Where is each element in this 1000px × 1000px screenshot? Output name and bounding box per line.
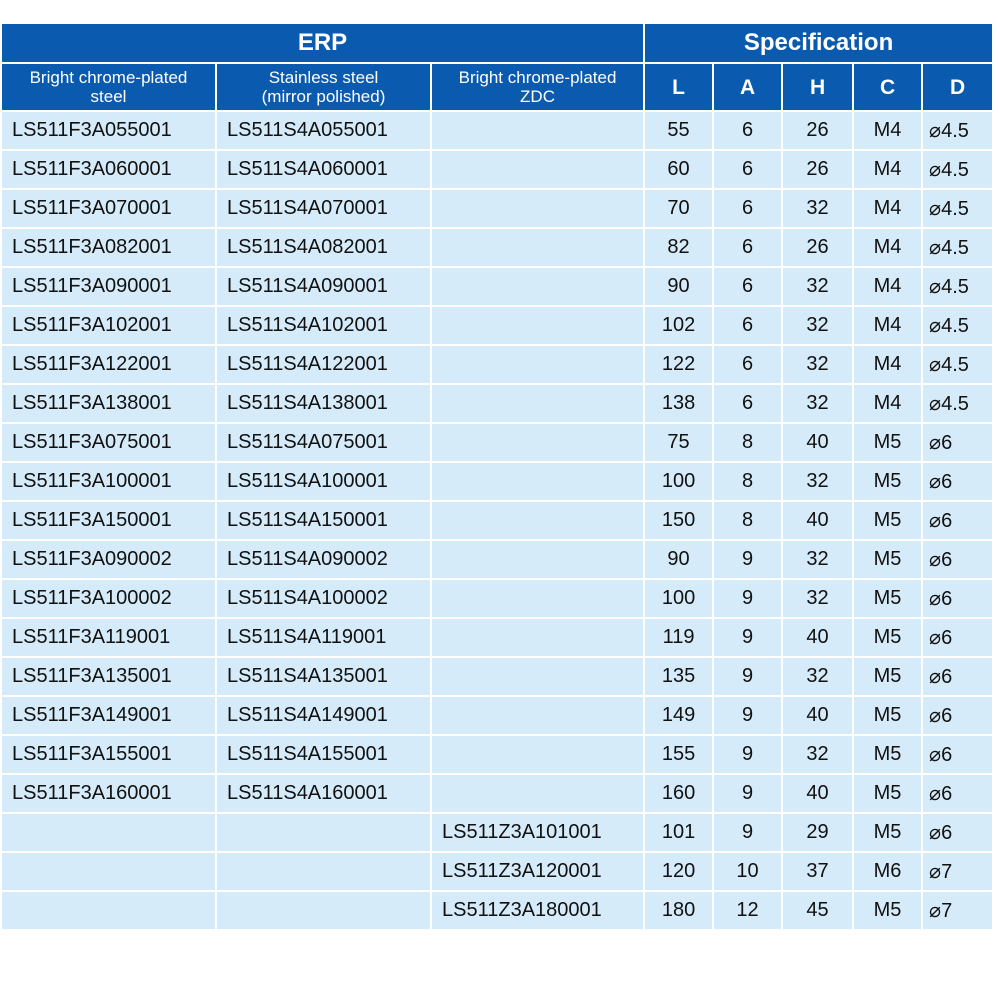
cell-stainless-code: LS511S4A122001 <box>216 345 431 384</box>
cell-chrome-steel-code: LS511F3A150001 <box>1 501 216 540</box>
cell-c-value: M5 <box>853 618 922 657</box>
cell-h-value: 32 <box>782 735 853 774</box>
cell-d-value: ⌀6 <box>922 657 993 696</box>
cell-stainless-code: LS511S4A090001 <box>216 267 431 306</box>
cell-stainless-code: LS511S4A082001 <box>216 228 431 267</box>
cell-c-value: M5 <box>853 735 922 774</box>
cell-a-value: 9 <box>713 696 782 735</box>
cell-chrome-zdc-code <box>431 228 644 267</box>
cell-stainless-code: LS511S4A155001 <box>216 735 431 774</box>
cell-c-value: M4 <box>853 111 922 150</box>
cell-h-value: 37 <box>782 852 853 891</box>
cell-chrome-steel-code: LS511F3A055001 <box>1 111 216 150</box>
table-row <box>1 189 993 228</box>
cell-h-value: 32 <box>782 579 853 618</box>
cell-l-value: 101 <box>644 813 713 852</box>
cell-a-value: 9 <box>713 774 782 813</box>
cell-a-value: 6 <box>713 228 782 267</box>
col-header-chrome-zdc <box>431 63 644 111</box>
spec-table <box>0 22 994 931</box>
col-header-d: D <box>922 63 993 111</box>
cell-chrome-steel-code: LS511F3A090002 <box>1 540 216 579</box>
cell-stainless-code: LS511S4A060001 <box>216 150 431 189</box>
cell-h-value: 32 <box>782 267 853 306</box>
cell-a-value: 8 <box>713 501 782 540</box>
cell-l-value: 122 <box>644 345 713 384</box>
cell-h-value: 40 <box>782 774 853 813</box>
cell-d-value: ⌀6 <box>922 462 993 501</box>
col-header-stainless-line2: (mirror polished) <box>261 87 386 106</box>
cell-chrome-zdc-code <box>431 267 644 306</box>
cell-l-value: 102 <box>644 306 713 345</box>
col-header-chrome-steel-line1: Bright chrome-plated <box>29 68 188 87</box>
cell-chrome-steel-code: LS511F3A070001 <box>1 189 216 228</box>
cell-chrome-zdc-code <box>431 618 644 657</box>
cell-chrome-zdc-code: LS511Z3A180001 <box>431 891 644 930</box>
table-row <box>1 813 993 852</box>
cell-chrome-zdc-code: LS511Z3A120001 <box>431 852 644 891</box>
cell-l-value: 55 <box>644 111 713 150</box>
cell-l-value: 138 <box>644 384 713 423</box>
cell-l-value: 90 <box>644 267 713 306</box>
group-header-row <box>1 23 993 63</box>
cell-chrome-steel-code: LS511F3A075001 <box>1 423 216 462</box>
cell-c-value: M4 <box>853 384 922 423</box>
cell-l-value: 135 <box>644 657 713 696</box>
cell-c-value: M5 <box>853 813 922 852</box>
cell-a-value: 6 <box>713 267 782 306</box>
cell-chrome-steel-code: LS511F3A119001 <box>1 618 216 657</box>
cell-d-value: ⌀4.5 <box>922 306 993 345</box>
cell-c-value: M5 <box>853 462 922 501</box>
cell-stainless-code: LS511S4A150001 <box>216 501 431 540</box>
cell-c-value: M5 <box>853 540 922 579</box>
cell-h-value: 26 <box>782 111 853 150</box>
cell-stainless-code: LS511S4A090002 <box>216 540 431 579</box>
cell-chrome-zdc-code <box>431 462 644 501</box>
column-header-row <box>1 63 993 111</box>
cell-h-value: 32 <box>782 657 853 696</box>
cell-l-value: 75 <box>644 423 713 462</box>
cell-chrome-steel-code <box>1 813 216 852</box>
cell-stainless-code: LS511S4A149001 <box>216 696 431 735</box>
cell-a-value: 6 <box>713 111 782 150</box>
cell-l-value: 100 <box>644 462 713 501</box>
cell-stainless-code: LS511S4A119001 <box>216 618 431 657</box>
cell-c-value: M6 <box>853 852 922 891</box>
cell-l-value: 120 <box>644 852 713 891</box>
cell-c-value: M5 <box>853 423 922 462</box>
cell-d-value: ⌀6 <box>922 501 993 540</box>
table-row <box>1 501 993 540</box>
cell-d-value: ⌀6 <box>922 540 993 579</box>
cell-a-value: 6 <box>713 150 782 189</box>
table-row <box>1 735 993 774</box>
cell-chrome-steel-code: LS511F3A060001 <box>1 150 216 189</box>
cell-chrome-steel-code: LS511F3A082001 <box>1 228 216 267</box>
col-header-h: H <box>782 63 853 111</box>
table-row <box>1 774 993 813</box>
cell-c-value: M5 <box>853 696 922 735</box>
table-row <box>1 852 993 891</box>
cell-l-value: 90 <box>644 540 713 579</box>
cell-l-value: 60 <box>644 150 713 189</box>
cell-chrome-zdc-code <box>431 189 644 228</box>
cell-c-value: M5 <box>853 891 922 930</box>
cell-chrome-steel-code: LS511F3A160001 <box>1 774 216 813</box>
cell-a-value: 9 <box>713 735 782 774</box>
cell-stainless-code: LS511S4A070001 <box>216 189 431 228</box>
table-row <box>1 657 993 696</box>
cell-a-value: 6 <box>713 345 782 384</box>
table-row <box>1 462 993 501</box>
cell-d-value: ⌀6 <box>922 618 993 657</box>
cell-chrome-zdc-code <box>431 306 644 345</box>
cell-h-value: 32 <box>782 345 853 384</box>
table-row <box>1 111 993 150</box>
cell-l-value: 160 <box>644 774 713 813</box>
cell-chrome-steel-code: LS511F3A090001 <box>1 267 216 306</box>
cell-stainless-code <box>216 813 431 852</box>
cell-chrome-zdc-code <box>431 657 644 696</box>
cell-c-value: M4 <box>853 306 922 345</box>
cell-chrome-zdc-code <box>431 540 644 579</box>
cell-h-value: 32 <box>782 306 853 345</box>
cell-h-value: 40 <box>782 618 853 657</box>
cell-c-value: M4 <box>853 189 922 228</box>
cell-chrome-zdc-code <box>431 423 644 462</box>
cell-stainless-code: LS511S4A055001 <box>216 111 431 150</box>
col-header-stainless <box>216 63 431 111</box>
cell-chrome-steel-code: LS511F3A135001 <box>1 657 216 696</box>
cell-d-value: ⌀6 <box>922 774 993 813</box>
cell-chrome-zdc-code <box>431 345 644 384</box>
cell-chrome-steel-code: LS511F3A149001 <box>1 696 216 735</box>
cell-chrome-steel-code: LS511F3A102001 <box>1 306 216 345</box>
cell-c-value: M5 <box>853 579 922 618</box>
cell-a-value: 8 <box>713 423 782 462</box>
cell-c-value: M5 <box>853 501 922 540</box>
cell-h-value: 32 <box>782 384 853 423</box>
cell-chrome-zdc-code <box>431 501 644 540</box>
cell-a-value: 9 <box>713 579 782 618</box>
table-row <box>1 579 993 618</box>
cell-d-value: ⌀4.5 <box>922 228 993 267</box>
spec-table-container <box>0 22 992 931</box>
col-header-a: A <box>713 63 782 111</box>
erp-group-header: ERP <box>1 23 644 63</box>
cell-chrome-zdc-code <box>431 774 644 813</box>
cell-d-value: ⌀4.5 <box>922 345 993 384</box>
cell-stainless-code: LS511S4A075001 <box>216 423 431 462</box>
cell-a-value: 9 <box>713 540 782 579</box>
cell-h-value: 32 <box>782 462 853 501</box>
cell-d-value: ⌀6 <box>922 579 993 618</box>
table-row <box>1 345 993 384</box>
cell-stainless-code: LS511S4A138001 <box>216 384 431 423</box>
table-row <box>1 267 993 306</box>
table-row <box>1 618 993 657</box>
cell-d-value: ⌀6 <box>922 423 993 462</box>
cell-stainless-code: LS511S4A100002 <box>216 579 431 618</box>
cell-a-value: 9 <box>713 618 782 657</box>
cell-d-value: ⌀6 <box>922 735 993 774</box>
table-row <box>1 423 993 462</box>
specification-group-header: Specification <box>644 23 993 63</box>
cell-chrome-steel-code: LS511F3A100002 <box>1 579 216 618</box>
cell-a-value: 9 <box>713 813 782 852</box>
cell-h-value: 45 <box>782 891 853 930</box>
cell-d-value: ⌀7 <box>922 891 993 930</box>
col-header-c: C <box>853 63 922 111</box>
cell-c-value: M4 <box>853 150 922 189</box>
cell-l-value: 119 <box>644 618 713 657</box>
cell-d-value: ⌀4.5 <box>922 111 993 150</box>
cell-stainless-code <box>216 891 431 930</box>
cell-h-value: 40 <box>782 423 853 462</box>
cell-a-value: 10 <box>713 852 782 891</box>
cell-chrome-zdc-code <box>431 579 644 618</box>
col-header-chrome-zdc-line2: ZDC <box>520 87 555 106</box>
cell-stainless-code: LS511S4A160001 <box>216 774 431 813</box>
cell-stainless-code <box>216 852 431 891</box>
cell-h-value: 40 <box>782 501 853 540</box>
cell-c-value: M5 <box>853 774 922 813</box>
col-header-chrome-steel <box>1 63 216 111</box>
cell-h-value: 32 <box>782 189 853 228</box>
table-row <box>1 306 993 345</box>
cell-d-value: ⌀6 <box>922 696 993 735</box>
cell-stainless-code: LS511S4A102001 <box>216 306 431 345</box>
cell-d-value: ⌀4.5 <box>922 384 993 423</box>
cell-h-value: 29 <box>782 813 853 852</box>
cell-d-value: ⌀4.5 <box>922 189 993 228</box>
cell-d-value: ⌀4.5 <box>922 150 993 189</box>
cell-l-value: 70 <box>644 189 713 228</box>
cell-l-value: 155 <box>644 735 713 774</box>
cell-a-value: 8 <box>713 462 782 501</box>
cell-chrome-steel-code <box>1 852 216 891</box>
cell-chrome-steel-code: LS511F3A155001 <box>1 735 216 774</box>
cell-c-value: M4 <box>853 267 922 306</box>
cell-chrome-zdc-code: LS511Z3A101001 <box>431 813 644 852</box>
cell-d-value: ⌀6 <box>922 813 993 852</box>
cell-l-value: 150 <box>644 501 713 540</box>
col-header-l: L <box>644 63 713 111</box>
table-row <box>1 228 993 267</box>
cell-a-value: 6 <box>713 384 782 423</box>
cell-a-value: 12 <box>713 891 782 930</box>
table-body <box>1 111 993 930</box>
col-header-stainless-line1: Stainless steel <box>268 68 379 87</box>
cell-a-value: 9 <box>713 657 782 696</box>
table-row <box>1 384 993 423</box>
table-row <box>1 540 993 579</box>
cell-chrome-zdc-code <box>431 696 644 735</box>
table-row <box>1 150 993 189</box>
col-header-chrome-zdc-line1: Bright chrome-plated <box>458 68 617 87</box>
cell-l-value: 82 <box>644 228 713 267</box>
cell-h-value: 40 <box>782 696 853 735</box>
cell-d-value: ⌀4.5 <box>922 267 993 306</box>
col-header-chrome-steel-line2: steel <box>90 87 127 106</box>
cell-chrome-zdc-code <box>431 735 644 774</box>
cell-chrome-steel-code <box>1 891 216 930</box>
cell-stainless-code: LS511S4A100001 <box>216 462 431 501</box>
cell-l-value: 180 <box>644 891 713 930</box>
cell-chrome-steel-code: LS511F3A122001 <box>1 345 216 384</box>
cell-h-value: 32 <box>782 540 853 579</box>
cell-d-value: ⌀7 <box>922 852 993 891</box>
cell-chrome-zdc-code <box>431 111 644 150</box>
cell-h-value: 26 <box>782 150 853 189</box>
cell-a-value: 6 <box>713 306 782 345</box>
cell-l-value: 100 <box>644 579 713 618</box>
cell-chrome-zdc-code <box>431 150 644 189</box>
cell-a-value: 6 <box>713 189 782 228</box>
cell-stainless-code: LS511S4A135001 <box>216 657 431 696</box>
table-row <box>1 891 993 930</box>
cell-l-value: 149 <box>644 696 713 735</box>
cell-chrome-steel-code: LS511F3A138001 <box>1 384 216 423</box>
table-row <box>1 696 993 735</box>
cell-c-value: M5 <box>853 657 922 696</box>
cell-h-value: 26 <box>782 228 853 267</box>
cell-c-value: M4 <box>853 228 922 267</box>
cell-c-value: M4 <box>853 345 922 384</box>
cell-chrome-steel-code: LS511F3A100001 <box>1 462 216 501</box>
cell-chrome-zdc-code <box>431 384 644 423</box>
